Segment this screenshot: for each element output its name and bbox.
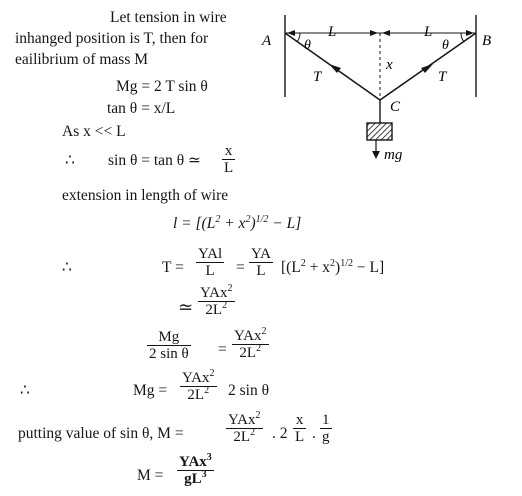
fraction-numerator: x xyxy=(293,412,306,429)
fraction-numerator: x xyxy=(222,143,235,160)
label-c: C xyxy=(390,99,401,115)
fraction-denominator: g xyxy=(322,429,330,445)
mg-lhs: Mg = xyxy=(133,382,168,399)
putting-value-text: putting value of sin θ, M = xyxy=(18,425,184,442)
label-x: x xyxy=(386,57,393,73)
fraction-denominator: L xyxy=(224,160,234,176)
tension-lhs: T = xyxy=(162,259,184,276)
equation-tan-theta: tan θ = x/L xyxy=(107,100,176,117)
therefore-symbol: ∴ xyxy=(20,382,30,399)
label-t-left: T xyxy=(313,69,322,85)
intro-line-2: inhanged position is T, then for xyxy=(15,30,209,47)
fraction-numerator: YAx$^3$ xyxy=(179,452,212,470)
hanging-mass xyxy=(367,123,392,140)
fraction-numerator: YAx$^2$ xyxy=(228,410,261,428)
fraction-numerator: Mg xyxy=(147,329,191,346)
therefore-symbol: ∴ xyxy=(65,152,75,169)
intro-line-1: Let tension in wire xyxy=(110,9,227,26)
approx-symbol: ≃ xyxy=(178,297,194,317)
final-lhs: M = xyxy=(137,467,164,484)
tension-arrow-right xyxy=(421,64,433,73)
extension-equation: $l = [(L^2 + x^2)^{1/2} - L]$ xyxy=(173,213,302,232)
condition-x-ll-L: As x << L xyxy=(62,123,126,140)
label-l-left: L xyxy=(328,24,337,40)
theta-arc-right xyxy=(461,33,464,42)
label-l-right: L xyxy=(424,24,433,40)
label-b: B xyxy=(482,33,492,49)
label-mg: mg xyxy=(384,147,403,163)
fraction-numerator: 1 xyxy=(322,412,330,428)
label-a: A xyxy=(262,33,272,49)
therefore-symbol: ∴ xyxy=(62,259,72,276)
mg-rest: 2 sin θ xyxy=(228,382,270,399)
sin-approx-lhs: sin θ = tan θ ≃ xyxy=(108,152,201,169)
putting-mid: . 2 xyxy=(272,425,288,442)
fraction-denominator: 2 sin θ xyxy=(149,346,189,362)
label-theta-right: θ xyxy=(442,38,449,53)
fraction-numerator: YAx$^2$ xyxy=(234,326,267,344)
fraction-numerator: YA xyxy=(251,246,272,262)
dim-arrow-center-right xyxy=(382,30,390,36)
fraction-denominator: L xyxy=(205,263,215,279)
equals-sign: = xyxy=(236,259,245,276)
fraction-denominator: $2L^2$ xyxy=(187,385,210,403)
tension-rest: $[(L^2 + x^2)^{1/2} - L]$ xyxy=(281,257,385,276)
fraction-numerator: YAx$^2$ xyxy=(182,368,215,386)
equals-sign: = xyxy=(218,341,227,358)
fraction-denominator: $2L^2$ xyxy=(205,300,228,318)
fraction-denominator: L xyxy=(256,263,266,279)
equation-mg-2tsin: Mg = 2 T sin θ xyxy=(116,78,208,95)
fraction-denominator: $gL^3$ xyxy=(184,469,207,487)
extension-heading: extension in length of wire xyxy=(62,187,229,204)
dim-arrow-center-left xyxy=(370,30,378,36)
fraction-denominator: $2L^2$ xyxy=(233,427,256,445)
intro-line-3: eailibrium of mass M xyxy=(15,51,149,68)
theta-arc-left xyxy=(297,33,300,42)
label-theta-left: θ xyxy=(304,38,311,53)
fraction-denominator: $2L^2$ xyxy=(239,343,262,361)
label-t-right: T xyxy=(438,69,447,85)
fraction-numerator: YAl xyxy=(198,246,223,262)
putting-dot: . xyxy=(312,425,316,442)
fraction-numerator: YAx$^2$ xyxy=(200,283,233,301)
weight-arrowhead xyxy=(372,151,380,159)
fraction-denominator: L xyxy=(295,429,305,445)
